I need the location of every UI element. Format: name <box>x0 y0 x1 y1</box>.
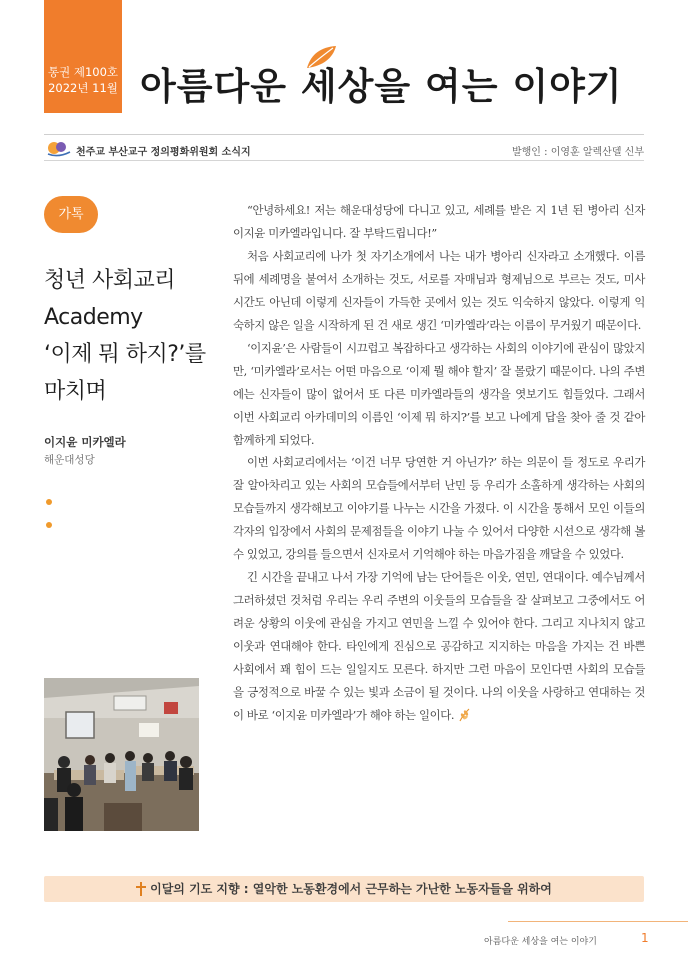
title-line: 청년 사회교리 <box>44 268 176 293</box>
body-paragraph: 이번 사회교리에서는 ‘이건 너무 당연한 거 아닌가?’ 하는 의문이 들 정도로 우리가 잘 알아차리고 있는 사회의 모습들에서부터 난민 등 우리가 소홀하게 생각하는 사회의 모습들까지 생각해보고 이야기를 나누는 시간을 가졌다. 이 시간을 통해서 모인 이들의 각자의 입장에서 사회의 문제점들을 이야기 나눌 수 있어서 다양한 시선으로 생각해 볼 수 있었고, 강의를 들으면서 신자로서 기억해야 하는 마음가짐을 깨달을 수 있었다. <box>233 455 645 562</box>
body-paragraph: 처음 사회교리에 나가 첫 자기소개에서 나는 내가 병아리 신자라고 소개했다. 이름 뒤에 세례명을 붙여서 소개하는 것도, 서로를 자매님과 형제님으로 부르는 것도, 미사 시간도 아닌데 이렇게 신자들이 가득한 곳에서 있는 것도 익숙하지 않았다. 이렇게 익숙하지 않은 일을 시작하게 된 건 새로 생긴 ‘미카엘라’라는 이름이 무거웠기 때문이다. <box>233 248 645 332</box>
issue-tab <box>44 0 122 113</box>
organization-name: 천주교 부산교구 정의평화위원회 소식지 <box>76 147 251 158</box>
classroom-photo <box>44 678 199 831</box>
article-title <box>44 262 219 410</box>
prayer-intention-text: 이달의 기도 지향 : 열악한 노동환경에서 근무하는 가난한 노동자들을 위하여 <box>150 882 552 896</box>
bullet-dot <box>46 499 52 505</box>
page-number: 1 <box>641 931 649 945</box>
body-paragraph-text: 긴 시간을 끝내고 나서 가장 기억에 남는 단어들은 이웃, 연민, 연대이다. 예수님께서 그러하셨던 것처럼 우리는 우리 주변의 이웃들의 모습들을 잘 살펴보고 그중에서도 어려운 상황의 이웃에 관심을 가지고 연민을 느낄 수 있어야 한다. 그리고 지나치지 않고 이웃과 연대해야 한다. 타인에게 진심으로 공감하고 지지하는 마음을 가지는 건 바쁜 사회에서 꽤 힘이 드는 일일지도 모른다. 하지만 그런 마음이 모인다면 사회의 모습들을 긍정적으로 바꿀 수 있는 빛과 소금이 될 것이다. 나의 이웃을 사랑하고 연대하는 것이 바로 ‘이지윤 미카엘라’가 해야 하는 일이다. <box>233 570 645 722</box>
prayer-intention-bar <box>44 876 644 902</box>
issue-number: 통권 제100호 <box>47 65 119 79</box>
masthead-title: 아름다운 세상을 여는 이야기 <box>140 64 623 108</box>
organization-logo-icon <box>46 140 72 158</box>
bullet-dot <box>46 522 52 528</box>
category-badge: 가톡 <box>44 196 98 233</box>
author-name: 이지윤 미카엘라 <box>44 435 126 449</box>
footer-title: 아름다운 세상을 여는 이야기 <box>484 937 597 947</box>
body-paragraph: “안녕하세요! 저는 해운대성당에 다니고 있고, 세례를 받은 지 1년 된 병아리 신자 이지윤 미카엘라입니다. 잘 부탁드립니다!” <box>233 203 645 240</box>
wheat-end-icon <box>457 708 471 722</box>
header-divider <box>44 134 644 135</box>
body-paragraph <box>233 566 645 727</box>
author-parish: 해운대성당 <box>44 454 95 466</box>
body-paragraph: ‘이지윤’은 사람들이 시끄럽고 복잡하다고 생각하는 사회의 이야기에 관심이 많았지만, ‘미카엘라’로서는 어떤 마음으로 ‘이제 뭘 해야 할지’ 잘 몰랐기 때문이다. 나의 주변에는 신자들이 많이 없어서 또 다른 미카엘라들의 생각을 엿보기도 힘들었다. 그래서 이번 사회교리 아카데미의 이름인 ‘이제 뭐 하지?’를 보고 나에게 답을 찾아 줄 것 같아 함께하게 되었다. <box>233 340 645 447</box>
title-line: ‘이제 뭐 하지?’를 <box>44 342 206 367</box>
article-body <box>233 199 645 727</box>
subheader-divider <box>44 160 644 161</box>
publisher: 발행인 : 이영훈 알렉산델 신부 <box>511 147 644 158</box>
title-line: Academy <box>44 305 143 330</box>
footer-divider <box>508 921 688 922</box>
cross-icon <box>136 882 146 896</box>
title-line: 마치며 <box>44 379 107 404</box>
issue-date: 2022년 11월 <box>48 81 118 95</box>
